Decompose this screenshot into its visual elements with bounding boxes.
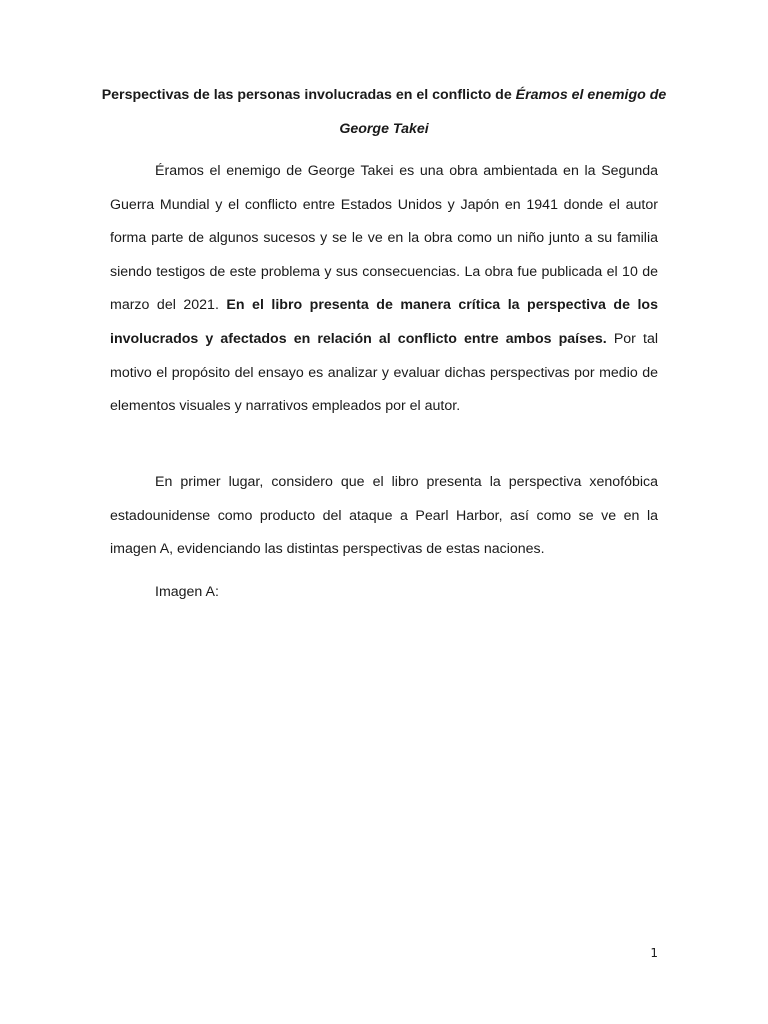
page-number: 1 — [650, 946, 658, 960]
paragraph-first-point: En primer lugar, considero que el libro presenta la perspectiva xenofóbica estadounidense como producto del ataque a Pearl Harbor, así como se ve en la imagen A, evidenciando las distintas perspectivas de estas naciones. — [110, 474, 658, 558]
document-title — [100, 78, 668, 146]
paragraph-intro — [110, 155, 658, 424]
paragraph-intro-text: Éramos el enemigo de George Takei es una obra ambientada en la Segunda Guerra Mundial y el conflicto entre Estados Unidos y Japón en 1941 donde el autor forma parte de algunos sucesos y se le ve en la obra como un niño junto a su familia siendo testigos de este problema y sus consecuencias. La obra fue publicada el 10 de marzo del 2021. — [110, 163, 658, 314]
title-book-name: Éramos el enemigo de George Takei — [339, 87, 667, 137]
title-text: Perspectivas de las personas involucradas en el conflicto de — [101, 87, 516, 103]
paragraph-intro-thesis: En el libro presenta de manera crítica la perspectiva de los involucrados y afectados en relación al conflicto entre ambos países. — [110, 297, 658, 347]
paragraph-intro-purpose: Por tal motivo el propósito del ensayo es analizar y evaluar dichas perspectivas por medio de elementos visuales y narrativos empleados por el autor. — [110, 330, 658, 415]
image-a-caption: Imagen A: — [155, 584, 219, 600]
